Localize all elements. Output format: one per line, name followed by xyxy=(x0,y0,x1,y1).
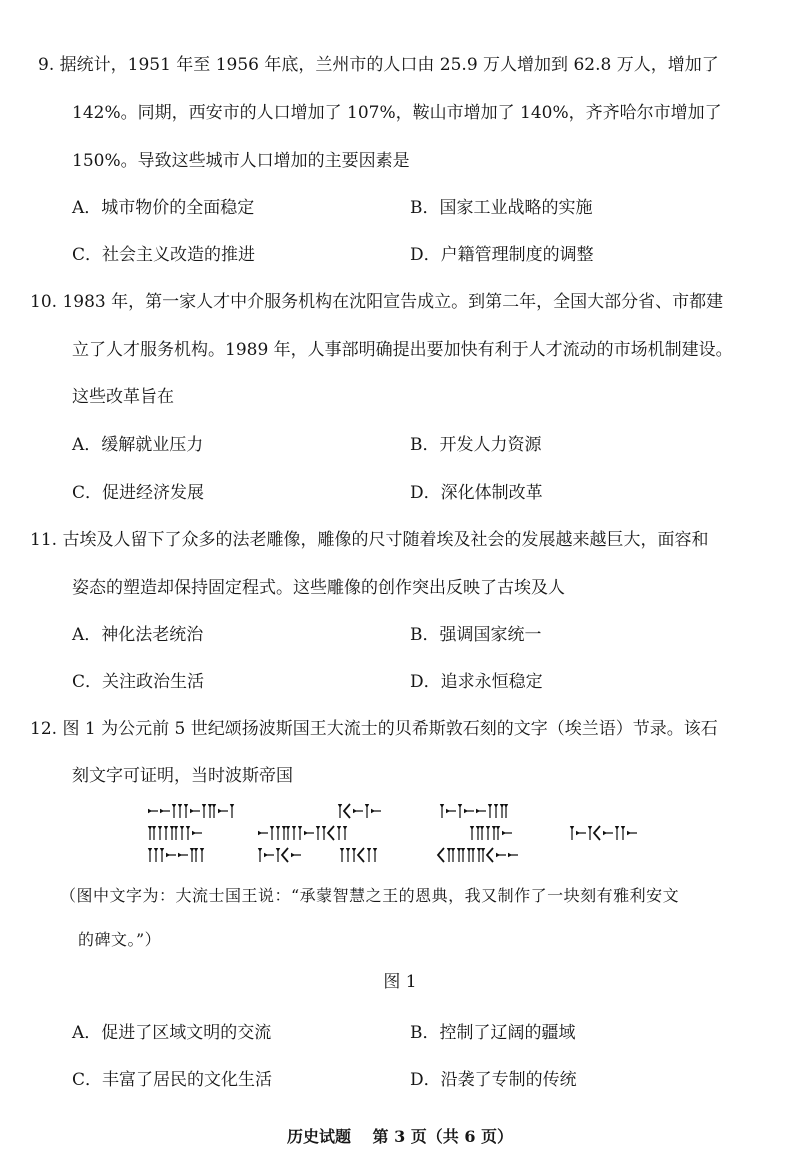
q12-stem-line-1 xyxy=(30,717,718,741)
q11-option-d: D．追求永恒稳定 xyxy=(410,672,543,692)
cuneiform-glyphs xyxy=(140,798,660,868)
q12-number: 12. xyxy=(30,719,58,739)
q10-option-c: C．促进经济发展 xyxy=(72,483,205,503)
q10-number: 10. xyxy=(30,292,58,312)
q11-option-b: B．强调国家统一 xyxy=(410,625,542,645)
q12-figure-note-line-2: 的碑文。”） xyxy=(78,930,162,949)
q9-stem-line-3: 150%。导致这些城市人口增加的主要因素是 xyxy=(72,151,410,171)
q11-stem-line-1 xyxy=(30,528,708,552)
q9-option-d: D．户籍管理制度的调整 xyxy=(410,245,594,265)
q9-option-b: B．国家工业战略的实施 xyxy=(410,198,593,218)
q12-figure-note-line-1: （图中文字为：大流士国王说：“承蒙智慧之王的恩典，我又制作了一块刻有雅利安文 xyxy=(60,886,680,905)
q12-option-a: A．促进了区域文明的交流 xyxy=(72,1023,272,1043)
cuneiform-inscription-figure xyxy=(140,798,660,868)
q9-option-c: C．社会主义改造的推进 xyxy=(72,245,256,265)
q12-option-d: D．沿袭了专制的传统 xyxy=(410,1070,577,1090)
q11-stem-line-2: 姿态的塑造却保持固定程式。这些雕像的创作突出反映了古埃及人 xyxy=(72,578,565,598)
q10-stem-line-3: 这些改革旨在 xyxy=(72,387,174,407)
q10-option-a: A．缓解就业压力 xyxy=(72,435,204,455)
q9-stem-line-1 xyxy=(38,53,719,77)
figure-caption: 图 1 xyxy=(383,972,417,992)
page-footer: 历史试题 第 3 页（共 6 页） xyxy=(286,1127,514,1146)
q10-stem-line-1 xyxy=(30,290,723,314)
q9-option-a: A．城市物价的全面稳定 xyxy=(72,198,255,218)
q11-option-c: C．关注政治生活 xyxy=(72,672,205,692)
q12-option-b: B．控制了辽阔的疆域 xyxy=(410,1023,576,1043)
q9-number: 9. xyxy=(38,55,55,75)
q12-stem-text-1: 图 1 为公元前 5 世纪颂扬波斯国王大流士的贝希斯敦石刻的文字（埃兰语）节录。该石 xyxy=(62,719,718,739)
q11-number: 11. xyxy=(30,530,58,550)
q10-stem-text-1: 1983 年，第一家人才中介服务机构在沈阳宣告成立。到第二年，全国大部分省、市都建 xyxy=(62,292,724,312)
q12-stem-line-2: 刻文字可证明，当时波斯帝国 xyxy=(72,766,293,786)
q9-stem-text-1: 据统计，1951 年至 1956 年底，兰州市的人口由 25.9 万人增加到 62.8 万人，增加了 xyxy=(59,55,719,75)
q12-option-c: C．丰富了居民的文化生活 xyxy=(72,1070,273,1090)
q11-stem-text-1: 古埃及人留下了众多的法老雕像，雕像的尺寸随着埃及社会的发展越来越巨大，面容和 xyxy=(62,530,709,550)
q9-stem-line-2: 142%。同期，西安市的人口增加了 107%，鞍山市增加了 140%，齐齐哈尔市增加了 xyxy=(72,103,722,123)
q10-option-b: B．开发人力资源 xyxy=(410,435,542,455)
q10-stem-line-2: 立了人才服务机构。1989 年，人事部明确提出要加快有利于人才流动的市场机制建设。 xyxy=(72,340,733,360)
q11-option-a: A．神化法老统治 xyxy=(72,625,204,645)
q10-option-d: D．深化体制改革 xyxy=(410,483,543,503)
